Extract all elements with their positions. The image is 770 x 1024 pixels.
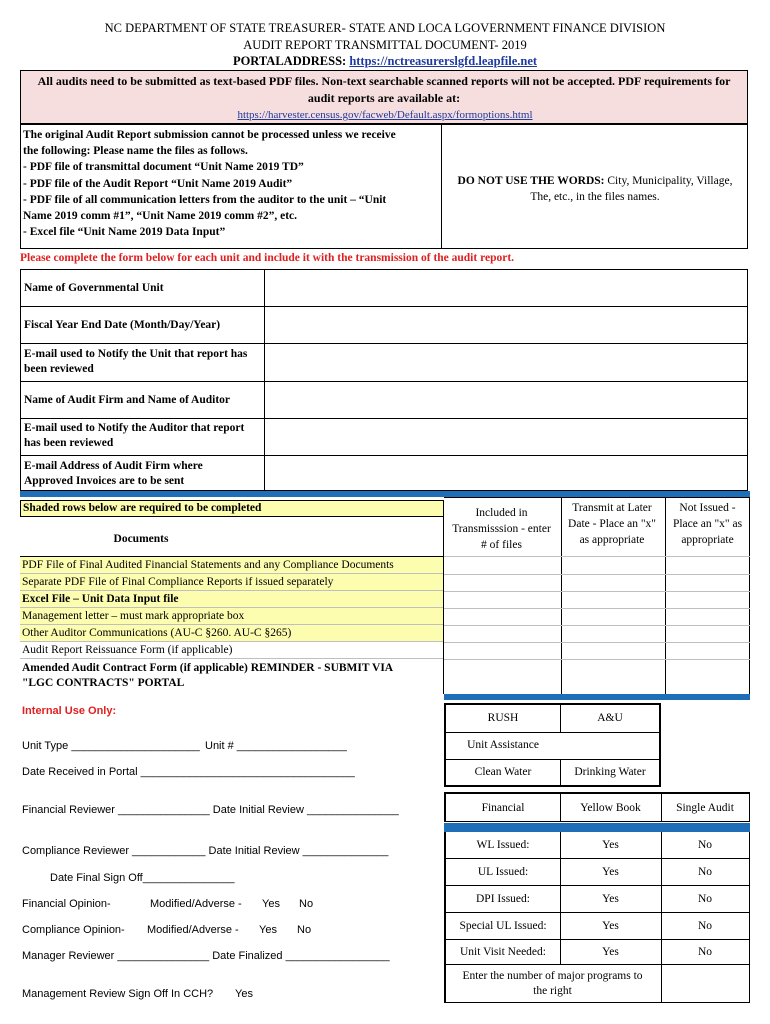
financial-opinion-no[interactable]: No — [299, 898, 314, 910]
doc-row-financial-statements: PDF File of Final Audited Financial Statements and any Compliance Documents — [20, 557, 443, 574]
major-programs-input[interactable] — [662, 965, 749, 1002]
naming-warning — [445, 173, 745, 205]
compliance-opinion-no[interactable]: No — [297, 924, 312, 936]
instruction-line: The original Audit Report submission cannot be processed unless we receive — [23, 129, 396, 141]
field-label-fiscal-year-end: Fiscal Year End Date (Month/Day/Year) — [24, 319, 221, 331]
internal-right-panel — [444, 700, 750, 1024]
ul-issued-label: UL Issued: — [477, 866, 529, 878]
compliance-reviewer-field[interactable]: Compliance Reviewer ____________ Date Initial Review ______________ — [22, 845, 389, 857]
header-line2: AUDIT REPORT TRANSMITTAL DOCUMENT- 2019 — [243, 38, 527, 52]
field-input-auditor-email[interactable] — [266, 420, 746, 454]
ul-issued-yes[interactable]: Yes — [602, 866, 619, 878]
compliance-opinion-yes[interactable]: Yes — [259, 924, 277, 936]
financial-reviewer-field[interactable]: Financial Reviewer _______________ Date Initial Review _______________ — [22, 804, 399, 816]
compliance-opinion-label: Compliance Opinion- — [22, 924, 125, 936]
compliance-opinion-modified: Modified/Adverse - — [147, 924, 239, 936]
naming-warning-line2: The, etc., in the files names. — [530, 191, 660, 203]
pdf-notice-text: All audits need to be submitted as text-based PDF files. Non-text searchable scanned reports will not be accepted. PDF requirements for audit reports are available at: — [37, 74, 731, 105]
included-files-entries[interactable] — [444, 557, 561, 694]
unit-assistance-checkbox[interactable]: Unit Assistance — [467, 739, 539, 751]
drinking-water-checkbox[interactable]: Drinking Water — [574, 766, 646, 778]
financial-opinion-modified: Modified/Adverse - — [150, 898, 242, 910]
blue-divider-3 — [444, 823, 750, 832]
financial-audit-checkbox[interactable]: Financial — [481, 802, 525, 814]
financial-opinion-label: Financial Opinion- — [22, 898, 111, 910]
instruction-line: - PDF file of transmittal document “Unit Name 2019 TD” — [23, 161, 304, 174]
clean-water-checkbox[interactable]: Clean Water — [474, 766, 532, 778]
transmit-later-entries[interactable] — [562, 557, 665, 694]
field-input-invoice-email[interactable] — [266, 457, 746, 489]
field-label-unit-email: E-mail used to Notify the Unit that report has been reviewed — [24, 348, 248, 375]
wl-issued-yes[interactable]: Yes — [602, 839, 619, 851]
instruction-line: - PDF file of the Audit Report “Unit Name 2019 Audit” — [23, 177, 293, 190]
wl-issued-label: WL Issued: — [476, 839, 530, 851]
dpi-issued-yes[interactable]: Yes — [602, 893, 619, 905]
instruction-line: - Excel file “Unit Name 2019 Data Input” — [23, 226, 226, 239]
col-header-included: Included in Transmisssion - enter # of files — [452, 507, 551, 551]
naming-warning-rest: City, Municipality, Village, — [604, 175, 733, 187]
unit-visit-label: Unit Visit Needed: — [460, 946, 546, 958]
issued-table — [444, 832, 750, 965]
pdf-notice — [20, 70, 748, 124]
header-line1: NC DEPARTMENT OF STATE TREASURER- STATE AND LOCA LGOVERNMENT FINANCE DIVISION — [104, 21, 666, 35]
not-issued-entries[interactable] — [666, 557, 749, 694]
instructions-box — [20, 124, 748, 249]
portal-address — [0, 53, 770, 69]
unit-info-table — [20, 269, 748, 491]
field-input-governmental-unit[interactable] — [266, 271, 746, 305]
unit-visit-yes[interactable]: Yes — [602, 946, 619, 958]
field-input-fiscal-year-end[interactable] — [266, 308, 746, 342]
unit-type-field[interactable]: Unit Type _____________________ — [22, 740, 200, 752]
wl-issued-no[interactable]: No — [697, 839, 713, 851]
doc-row-excel-file: Excel File – Unit Data Input file — [20, 591, 443, 608]
special-ul-issued-label: Special UL Issued: — [459, 920, 547, 932]
form-prompt: Please complete the form below for each unit and include it with the transmission of the audit report. — [20, 252, 515, 264]
management-review-label: Management Review Sign Off In CCH? — [22, 988, 214, 1000]
major-programs-row — [444, 965, 750, 1003]
au-checkbox[interactable]: A&U — [597, 712, 623, 724]
portal-label: PORTALADDRESS: — [232, 54, 350, 68]
date-received-field[interactable]: Date Received in Portal ___________________________________ — [22, 766, 355, 778]
field-label-audit-firm: Name of Audit Firm and Name of Auditor — [24, 394, 231, 406]
field-input-audit-firm[interactable] — [266, 383, 746, 417]
instruction-line: - PDF file of all communication letters from the auditor to the unit – “Unit — [23, 193, 387, 206]
special-ul-issued-yes[interactable]: Yes — [602, 920, 619, 932]
single-audit-checkbox[interactable]: Single Audit — [676, 802, 734, 814]
instructions-list — [23, 127, 439, 240]
portal-link[interactable]: https://nctreasurerslgfd.leapfile.net — [349, 54, 538, 68]
rush-au-box — [444, 703, 661, 787]
audit-type-row — [444, 792, 750, 822]
pdf-requirements-link-wrap — [21, 108, 749, 122]
field-label-invoice-email: E-mail Address of Audit Firm where Approved Invoices are to be sent — [24, 460, 203, 487]
pdf-requirements-link[interactable]: https://harvester.census.gov/facweb/Default.aspx/formoptions.html — [237, 109, 533, 121]
doc-row-management-letter: Management letter – must mark appropriate box — [20, 608, 443, 625]
instruction-line: Name 2019 comm #1”, “Unit Name 2019 comm #2”, etc. — [23, 210, 298, 223]
field-label-auditor-email: E-mail used to Notify the Auditor that report has been reviewed — [24, 422, 245, 449]
doc-row-amended-contract: Amended Audit Contract Form (if applicable) REMINDER - SUBMIT VIA "LGC CONTRACTS" PORTAL — [22, 662, 394, 689]
documents-table — [20, 497, 750, 694]
field-input-unit-email[interactable] — [266, 345, 746, 380]
dpi-issued-no[interactable]: No — [697, 893, 713, 905]
special-ul-issued-no[interactable]: No — [697, 920, 713, 932]
col-header-not-issued: Not Issued - Place an "x" as appropriate — [672, 502, 743, 546]
ul-issued-no[interactable]: No — [697, 866, 713, 878]
doc-row-compliance-reports: Separate PDF File of Final Compliance Reports if issued separately — [20, 574, 443, 591]
rush-checkbox[interactable]: RUSH — [487, 712, 519, 724]
naming-warning-bold: DO NOT USE THE WORDS: — [457, 175, 605, 187]
col-header-documents: Documents — [113, 533, 169, 545]
col-header-transmit-later: Transmit at Later Date - Place an "x" as appropriate — [568, 502, 656, 546]
instruction-line: the following: Please name the files as follows. — [23, 145, 248, 158]
date-final-signoff-field[interactable]: Date Final Sign Off_______________ — [50, 872, 235, 884]
dpi-issued-label: DPI Issued: — [476, 893, 530, 905]
unit-number-field[interactable]: Unit # __________________ — [205, 740, 347, 752]
shaded-rows-note: Shaded rows below are required to be completed — [20, 500, 444, 517]
major-programs-label: Enter the number of major programs to the right — [462, 970, 643, 997]
yellow-book-checkbox[interactable]: Yellow Book — [580, 802, 641, 814]
doc-row-reissuance-form: Audit Report Reissuance Form (if applicable) — [20, 642, 443, 659]
internal-use-title: Internal Use Only: — [22, 705, 117, 717]
financial-opinion-yes[interactable]: Yes — [262, 898, 280, 910]
unit-visit-no[interactable]: No — [697, 946, 713, 958]
manager-reviewer-field[interactable]: Manager Reviewer _______________ Date Finalized _________________ — [22, 950, 390, 962]
field-label-governmental-unit: Name of Governmental Unit — [24, 282, 164, 294]
doc-row-auditor-communications: Other Auditor Communications (AU-C §260. AU-C §265) — [20, 625, 443, 642]
management-review-yes[interactable]: Yes — [235, 988, 253, 1000]
